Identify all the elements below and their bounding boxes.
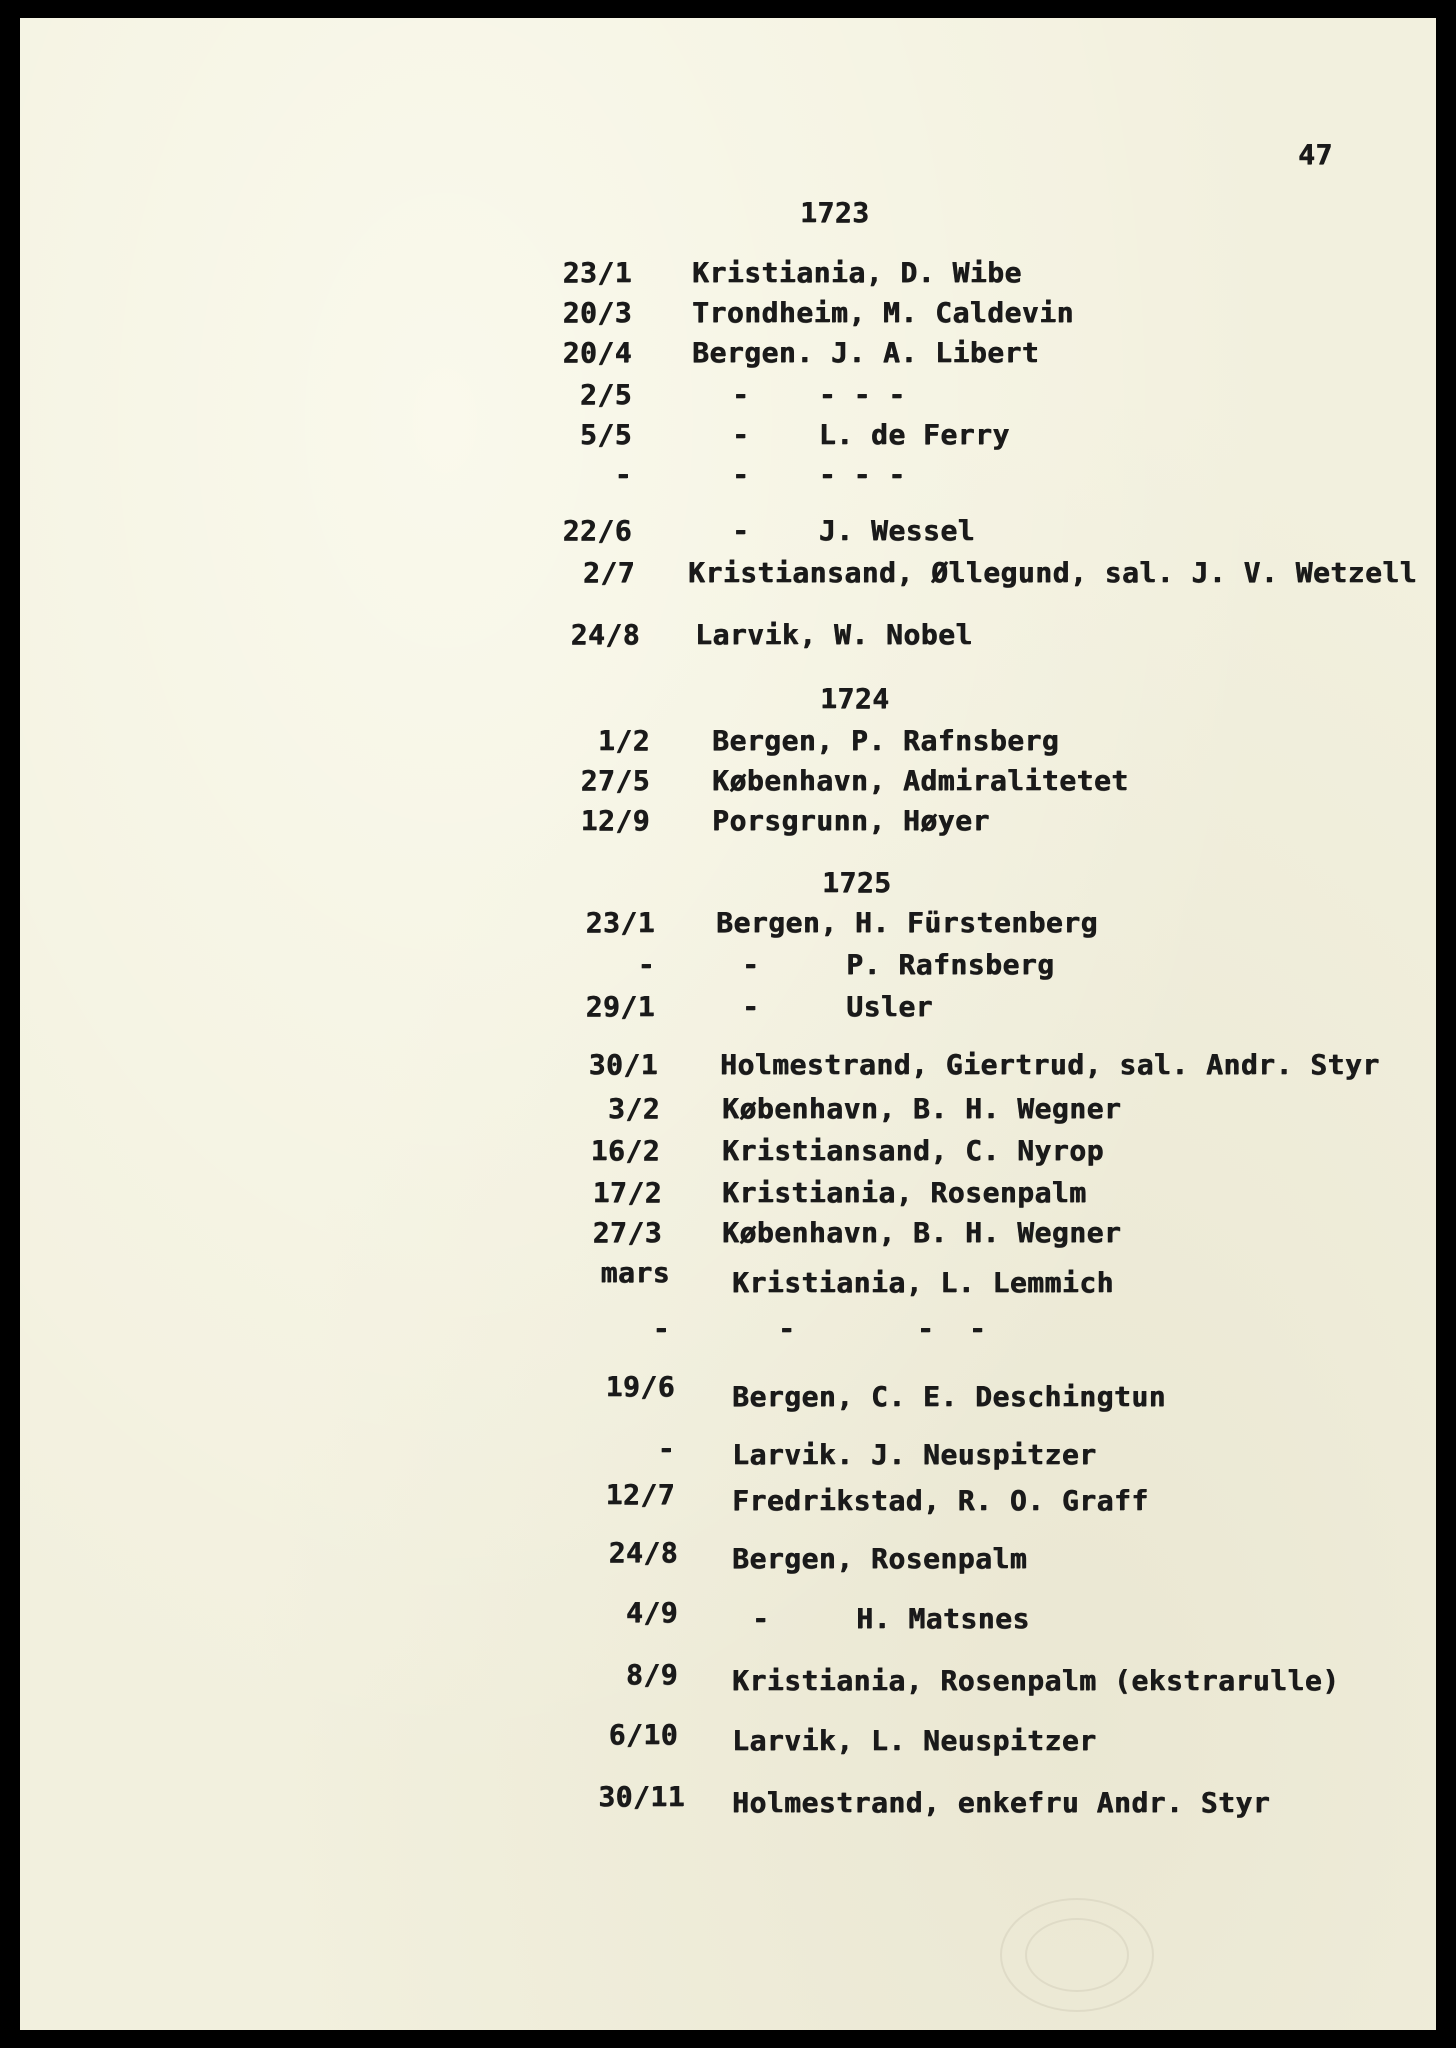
entry-text: - H. Matsnes <box>752 1602 1030 1635</box>
entry-text: Bergen. J. A. Libert <box>692 336 1040 369</box>
entry-text: Larvik, L. Neuspitzer <box>732 1724 1097 1757</box>
entry-date: 5/5 <box>579 418 632 451</box>
entry-date: - <box>657 1432 675 1465</box>
entry-date: 20/4 <box>562 336 632 369</box>
entry-date: 17/2 <box>592 1176 662 1209</box>
faint-stamp-mark-inner <box>1025 1918 1129 1992</box>
page-number: 47 <box>1298 138 1333 171</box>
entry-date: 27/3 <box>592 1216 662 1249</box>
entry-text: Bergen, P. Rafnsberg <box>712 724 1060 757</box>
entry-text: - P. Rafnsberg <box>742 948 1055 981</box>
entry-text: - J. Wessel <box>732 514 976 547</box>
entry-date: 22/6 <box>562 514 632 547</box>
entry-text: Bergen, Rosenpalm <box>732 1542 1028 1575</box>
entry-date: 16/2 <box>590 1134 660 1167</box>
entry-text: Holmestrand, enkefru Andr. Styr <box>732 1786 1271 1819</box>
entry-date: 19/6 <box>605 1370 675 1403</box>
entry-date: 12/9 <box>580 804 650 837</box>
entry-date: 4/9 <box>625 1596 678 1629</box>
entry-text: København, B. H. Wegner <box>722 1216 1122 1249</box>
entry-text: - Usler <box>742 990 933 1023</box>
entry-text: - - - <box>778 1312 987 1345</box>
entry-date: - <box>652 1312 670 1345</box>
entry-date: 3/2 <box>607 1092 660 1125</box>
entry-date: 6/10 <box>608 1718 678 1751</box>
entry-text: Trondheim, M. Caldevin <box>692 296 1074 329</box>
entry-text: København, B. H. Wegner <box>722 1092 1122 1125</box>
entry-text: - L. de Ferry <box>732 418 1010 451</box>
entry-text: København, Admiralitetet <box>712 764 1129 797</box>
entry-text: Bergen, H. Fürstenberg <box>716 906 1098 939</box>
entry-text: Kristiania, L. Lemmich <box>732 1266 1114 1299</box>
entry-text: - - - - <box>732 458 906 491</box>
entry-text: Larvik. J. Neuspitzer <box>732 1438 1097 1471</box>
entry-text: Kristiania, Rosenpalm <box>722 1176 1087 1209</box>
entry-text: Kristiania, D. Wibe <box>692 256 1022 289</box>
entry-date: 27/5 <box>580 764 650 797</box>
entry-date: 23/1 <box>585 906 655 939</box>
year-heading-1723: 1723 <box>800 196 870 229</box>
entry-text: Fredrikstad, R. O. Graff <box>732 1484 1149 1517</box>
document-page <box>20 18 1436 2030</box>
entry-text: Bergen, C. E. Deschingtun <box>732 1380 1166 1413</box>
entry-date: 29/1 <box>585 990 655 1023</box>
entry-text: Porsgrunn, Høyer <box>712 804 990 837</box>
entry-text: - - - - <box>732 378 906 411</box>
entry-date: 30/1 <box>588 1048 658 1081</box>
entry-date: 23/1 <box>562 256 632 289</box>
entry-text: Larvik, W. Nobel <box>695 618 973 651</box>
entry-date: - <box>614 458 632 491</box>
entry-date: 8/9 <box>625 1658 678 1691</box>
year-heading-1724: 1724 <box>820 682 890 715</box>
entry-date: 20/3 <box>562 296 632 329</box>
entry-date: 24/8 <box>608 1536 678 1569</box>
entry-date: 12/7 <box>605 1478 675 1511</box>
entry-text: Kristiansand, Øllegund, sal. J. V. Wetzell <box>688 556 1418 589</box>
entry-text: Kristiansand, C. Nyrop <box>722 1134 1104 1167</box>
year-heading-1725: 1725 <box>822 866 892 899</box>
entry-date: 2/5 <box>579 378 632 411</box>
entry-date: 24/8 <box>570 618 640 651</box>
entry-date: - <box>637 948 655 981</box>
entry-text: Holmestrand, Giertrud, sal. Andr. Styr <box>720 1048 1380 1081</box>
entry-date: 30/11 <box>598 1780 685 1813</box>
entry-date: 1/2 <box>597 724 650 757</box>
entry-date: mars <box>600 1256 670 1289</box>
entry-date: 2/7 <box>582 556 635 589</box>
entry-text: Kristiania, Rosenpalm (ekstrarulle) <box>732 1664 1340 1697</box>
